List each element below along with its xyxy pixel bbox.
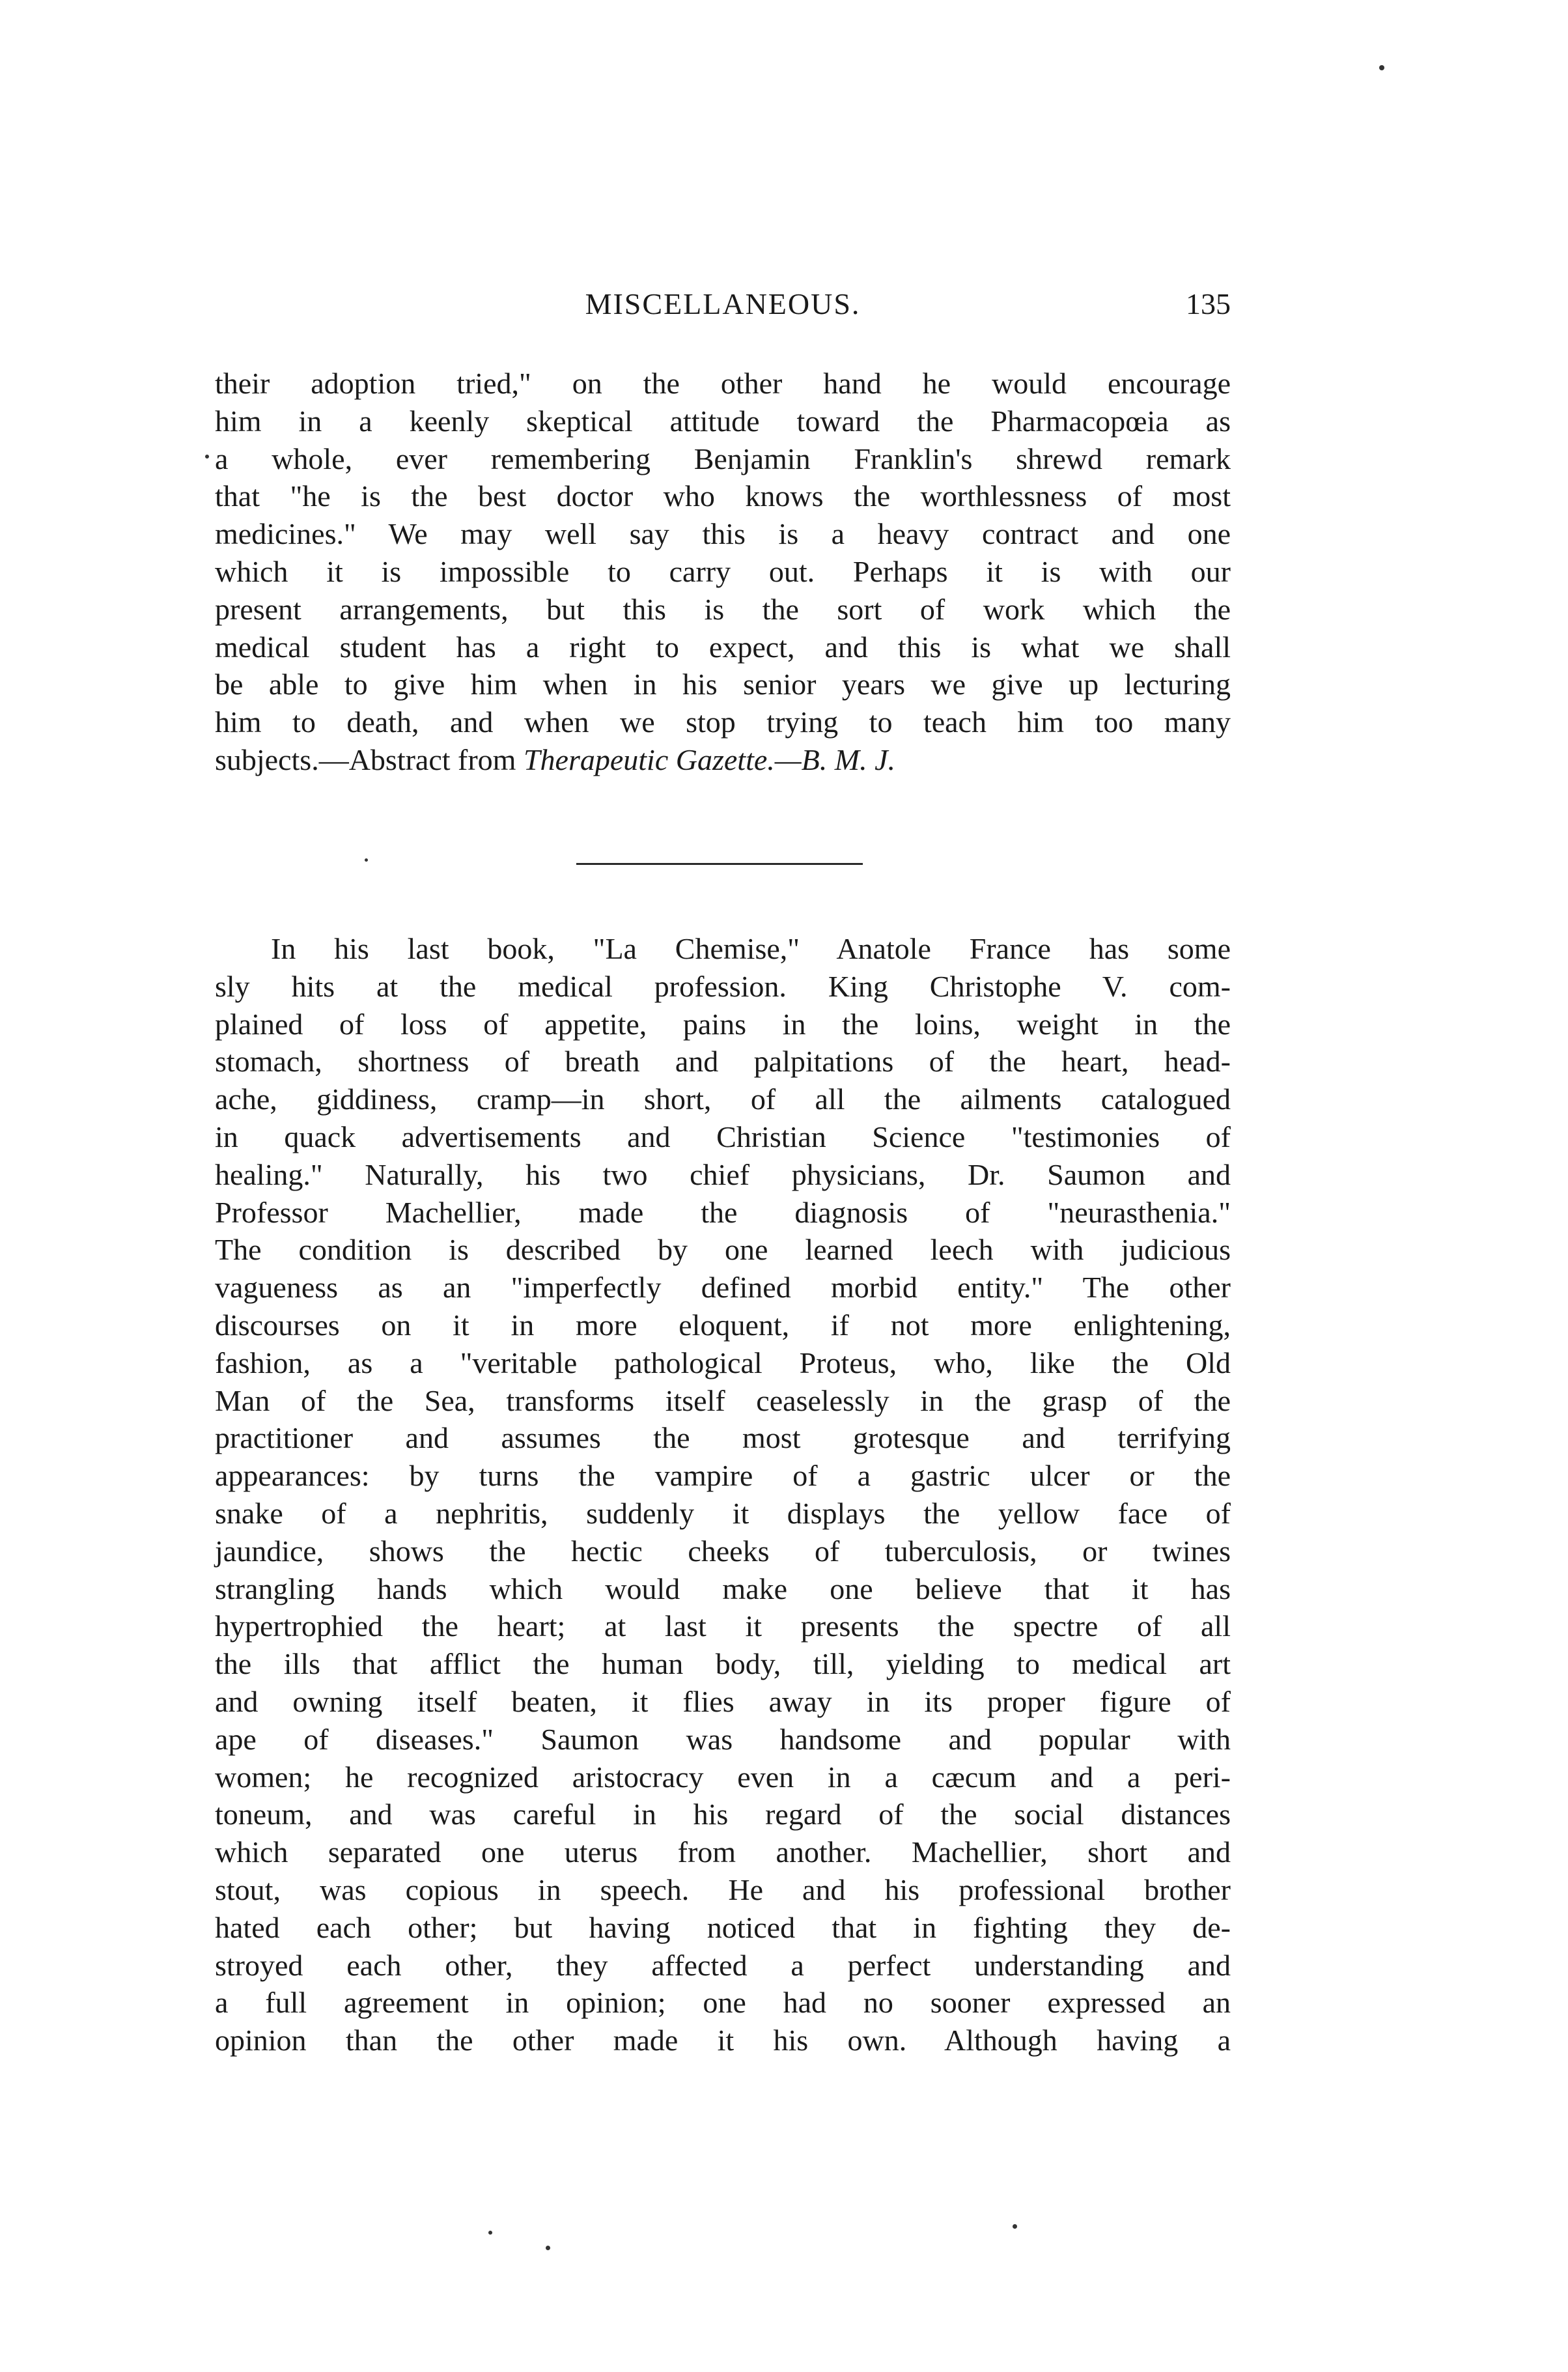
text-line: vagueness as an "imperfectly defined morbid entity." The other xyxy=(215,1271,1231,1305)
text-line: toneum, and was careful in his regard of the social distances xyxy=(215,1798,1231,1831)
text-line: medicines." We may well say this is a heavy contract and one xyxy=(215,517,1231,551)
scan-speck xyxy=(365,858,368,862)
text-line: a full agreement in opinion; one had no sooner expressed an xyxy=(215,1986,1231,2020)
page-header xyxy=(215,281,1231,327)
text-line: and owning itself beaten, it flies away in its proper figure of xyxy=(215,1684,1231,1718)
running-head: MISCELLANEOUS. xyxy=(585,287,861,320)
text-line: discourses on it in more eloquent, if not more enlightening, xyxy=(215,1308,1231,1342)
text-line: which separated one uterus from another. Machellier, short and xyxy=(215,1835,1231,1869)
scan-speck xyxy=(205,455,209,459)
scan-speck xyxy=(488,2231,492,2235)
text-line: him to death, and when we stop trying to teach him too many xyxy=(215,705,1231,739)
text-line: their adoption tried," on the other hand he would encourage xyxy=(215,367,1231,400)
text-line: which it is impossible to carry out. Perhaps it is with our xyxy=(215,554,1231,588)
text-line: snake of a nephritis, suddenly it displays the yellow face of xyxy=(215,1496,1231,1530)
text-line: be able to give him when in his senior years we give up lecturing xyxy=(215,668,1231,701)
text-line: hypertrophied the heart; at last it presents the spectre of all xyxy=(215,1609,1231,1643)
source-citation: Therapeutic Gazette.—B. M. J. xyxy=(523,742,895,776)
text-line: him in a keenly skeptical attitude toward the Pharmacopœia as xyxy=(215,404,1231,438)
text-line: strangling hands which would make one believe that it has xyxy=(215,1572,1231,1605)
text-line: ape of diseases." Saumon was handsome and popular with xyxy=(215,1722,1231,1756)
section-divider xyxy=(576,863,863,865)
text-line: jaundice, shows the hectic cheeks of tuberculosis, or twines xyxy=(215,1534,1231,1568)
text-line: the ills that afflict the human body, till, yielding to medical art xyxy=(215,1647,1231,1681)
text-line: in quack advertisements and Christian Science "testimonies of xyxy=(215,1120,1231,1153)
text-line: Professor Machellier, made the diagnosis of "neurasthenia." xyxy=(215,1195,1231,1229)
text-line: stomach, shortness of breath and palpitations of the heart, head- xyxy=(215,1045,1231,1079)
paragraph-anatole-france xyxy=(215,930,1231,2059)
text-line: that "he is the best doctor who knows the worthlessness of most xyxy=(215,479,1231,513)
scan-speck xyxy=(1379,65,1384,70)
text-line: Man of the Sea, transforms itself ceaselessly in the grasp of the xyxy=(215,1383,1231,1417)
text-line: ache, giddiness, cramp—in short, of all the ailments catalogued xyxy=(215,1082,1231,1116)
text-line: stroyed each other, they affected a perfect understanding and xyxy=(215,1948,1231,1982)
page-number: 135 xyxy=(1186,287,1231,320)
text-line: practitioner and assumes the most grotesque and terrifying xyxy=(215,1421,1231,1455)
source-prefix: subjects.—Abstract from xyxy=(215,742,524,776)
text-line-first: In his last book, "La Chemise," Anatole France has some xyxy=(271,932,1231,965)
scan-speck xyxy=(546,2246,550,2250)
text-line: plained of loss of appetite, pains in the loins, weight in the xyxy=(215,1007,1231,1041)
text-line: medical student has a right to expect, and this is what we shall xyxy=(215,630,1231,664)
text-line: healing." Naturally, his two chief physicians, Dr. Saumon and xyxy=(215,1157,1231,1191)
text-line: sly hits at the medical profession. King Christophe V. com- xyxy=(215,969,1231,1003)
text-line: opinion than the other made it his own. Although having a xyxy=(215,2024,1231,2057)
text-line: hated each other; but having noticed that in fighting they de- xyxy=(215,1910,1231,1944)
text-line: stout, was copious in speech. He and his professional brother xyxy=(215,1872,1231,1906)
text-line: fashion, as a "veritable pathological Proteus, who, like the Old xyxy=(215,1346,1231,1379)
paragraph-continued xyxy=(215,365,1231,779)
text-line: women; he recognized aristocracy even in a cæcum and a peri- xyxy=(215,1760,1231,1794)
text-line: The condition is described by one learned leech with judicious xyxy=(215,1233,1231,1267)
text-line: present arrangements, but this is the sort of work which the xyxy=(215,592,1231,626)
scan-speck xyxy=(1013,2224,1017,2229)
text-line: a whole, ever remembering Benjamin Franklin's shrewd remark xyxy=(215,442,1231,475)
text-line-last xyxy=(215,741,1231,779)
text-line: appearances: by turns the vampire of a gastric ulcer or the xyxy=(215,1459,1231,1493)
